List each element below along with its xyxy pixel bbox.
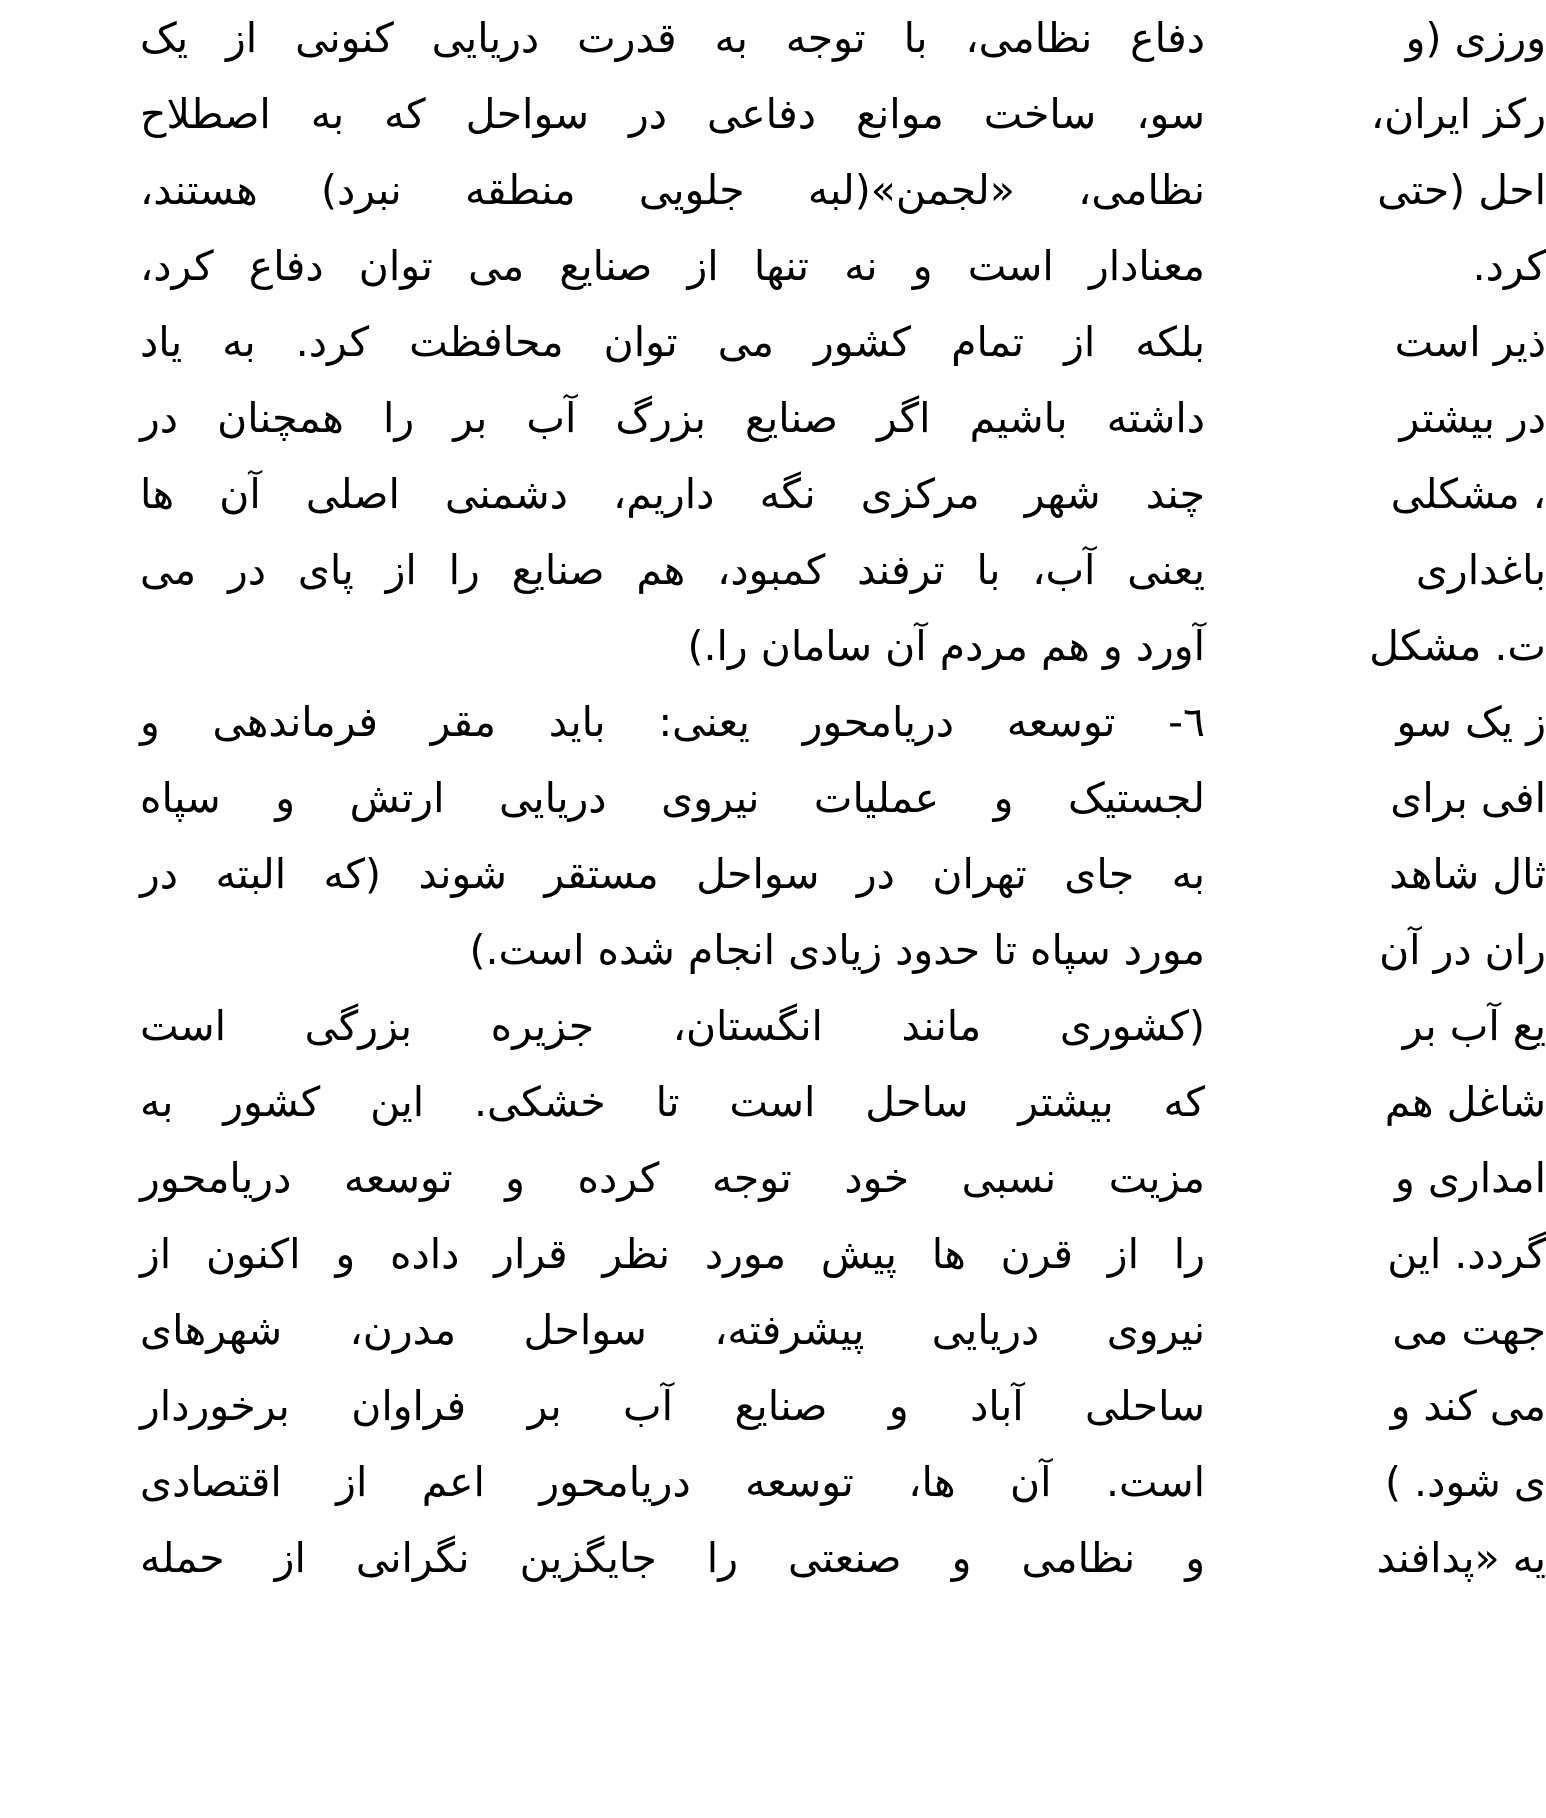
side-text-line: ، مشکلی: [1390, 470, 1546, 518]
side-text-line: رکز ایران،: [1370, 90, 1546, 138]
main-text-line: لجستیک و عملیات نیروی دریایی ارتش و سپاه: [140, 774, 1205, 822]
side-text-line: یه «پدافند: [1376, 1534, 1546, 1582]
side-text-line: ران در آن: [1379, 926, 1546, 974]
main-text-line: دفاع نظامی، با توجه به قدرت دریایی کنونی از یک: [140, 14, 1205, 62]
side-text-line: افی برای: [1390, 774, 1546, 822]
side-text-line: احل (حتی: [1377, 166, 1546, 214]
side-text-line: شاغل هم: [1384, 1078, 1546, 1126]
main-text-line: و نظامی و صنعتی را جایگزین نگرانی از حمله: [140, 1534, 1205, 1582]
side-text-line: در بیشتر: [1399, 394, 1546, 442]
main-text-line: ٦- توسعه دریامحور یعنی: باید مقر فرماندهی و: [140, 698, 1205, 746]
main-text-line: مورد سپاه تا حدود زیادی انجام شده است.): [469, 926, 1205, 974]
side-text-line: ذیر است: [1394, 318, 1546, 366]
main-text-line: یعنی آب، با ترفند کمبود، هم صنایع را از پای در می: [140, 546, 1205, 594]
main-text-line: سو، ساخت موانع دفاعی در سواحل که به اصطلاح: [140, 90, 1205, 138]
side-text-line: گردد. این: [1387, 1230, 1546, 1278]
side-text-line: ی شود. ): [1385, 1458, 1546, 1506]
side-text-line: ثال شاهد: [1389, 850, 1546, 898]
side-text-line: امداری و: [1395, 1154, 1546, 1202]
side-text-line: جهت می: [1392, 1306, 1546, 1354]
main-text-line: است. آن ها، توسعه دریامحور اعم از اقتصادی: [140, 1458, 1205, 1506]
side-text-line: یع آب بر: [1402, 1002, 1546, 1050]
side-text-line: ورزی (و: [1405, 14, 1546, 62]
side-text-line: باغداری: [1415, 546, 1546, 594]
main-text-line: بلکه از تمام کشور می توان محافظت کرد. به یاد: [140, 318, 1205, 366]
main-text-line: نیروی دریایی پیشرفته، سواحل مدرن، شهرهای: [140, 1306, 1205, 1354]
main-text-line: (کشوری مانند انگستان، جزیره بزرگی است: [140, 1002, 1205, 1050]
main-text-line: معنادار است و نه تنها از صنایع می توان دفاع کرد،: [140, 242, 1205, 290]
main-text-line: به جای تهران در سواحل مستقر شوند (که البته در: [140, 850, 1205, 898]
main-text-line: داشته باشیم اگر صنایع بزرگ آب بر را همچنان در: [140, 394, 1205, 442]
side-text-line: می کند و: [1390, 1382, 1546, 1430]
main-text-line: ساحلی آباد و صنایع آب بر فراوان برخوردار: [140, 1382, 1205, 1430]
main-text-line: که بیشتر ساحل است تا خشکی. این کشور به: [140, 1078, 1205, 1126]
main-text-line: نظامی، «لجمن»(لبه جلویی منطقه نبرد) هستند،: [140, 166, 1205, 214]
side-text-line: ت. مشکل: [1369, 622, 1546, 670]
main-text-line: مزیت نسبی خود توجه کرده و توسعه دریامحور: [140, 1154, 1205, 1202]
side-text-line: ز یک سو: [1396, 698, 1546, 746]
side-text-line: کرد.: [1472, 242, 1546, 290]
main-text-line: را از قرن ها پیش مورد نظر قرار داده و اکنون از: [140, 1230, 1205, 1278]
main-text-line: آورد و هم مردم آن سامان را.): [687, 622, 1205, 670]
main-text-line: چند شهر مرکزی نگه داریم، دشمنی اصلی آن ها: [140, 470, 1205, 518]
